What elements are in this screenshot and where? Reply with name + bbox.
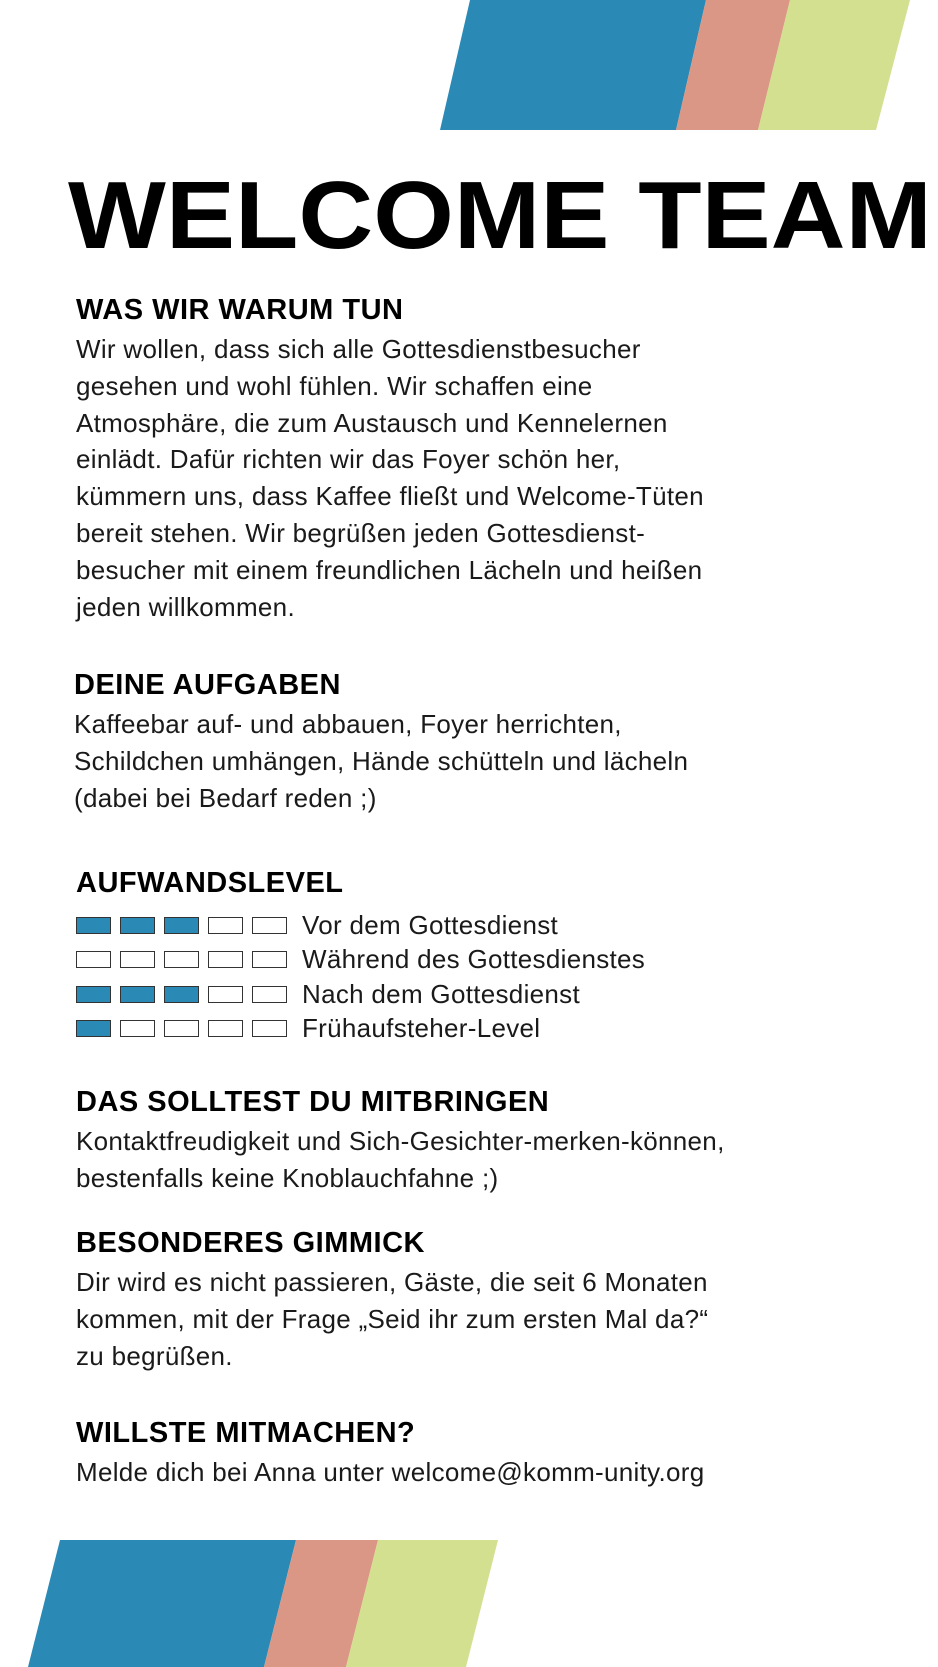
section-besonderes-gimmick [76, 1226, 876, 1374]
level-box-empty [164, 1020, 199, 1037]
section-heading: WILLSTE MITMACHEN? [76, 1417, 416, 1449]
text-line: Kontaktfreudigkeit und Sich-Gesichter-merken-können, [76, 1126, 725, 1156]
level-box-empty [208, 917, 243, 934]
top-blue-stripe [440, 0, 706, 130]
section-was-wir-warum-tun [76, 293, 876, 625]
text-line: Kaffeebar auf- und abbauen, Foyer herrichten, [74, 709, 622, 739]
section-text [76, 331, 876, 625]
section-text [76, 1454, 876, 1491]
text-line: zu begrüßen. [76, 1340, 233, 1371]
bottom-blue-stripe [28, 1540, 296, 1667]
effort-level-label: Während des Gottesdienstes [302, 944, 646, 975]
level-box-filled [164, 917, 199, 934]
section-das-solltest-du-mitbringen [76, 1085, 876, 1197]
section-deine-aufgaben [74, 668, 874, 816]
section-willste-mitmachen [76, 1416, 876, 1491]
section-heading: DEINE AUFGABEN [74, 669, 341, 701]
level-box-filled [76, 917, 111, 934]
section-heading: DAS SOLLTEST DU MITBRINGEN [76, 1086, 550, 1118]
level-box-empty [76, 951, 111, 968]
top-stripes-decoration [0, 0, 938, 130]
level-box-filled [76, 1020, 111, 1037]
bottom-stripes-decoration [0, 1540, 938, 1667]
text-line: besucher mit einem freundlichen Lächeln und heißen [76, 554, 703, 585]
effort-level-label: Frühaufsteher-Level [302, 1013, 541, 1044]
effort-level-row [76, 977, 876, 1012]
level-box-empty [252, 1020, 287, 1037]
effort-level-boxes [76, 917, 287, 934]
level-box-empty [120, 1020, 155, 1037]
section-text [76, 1123, 876, 1197]
text-line: bestenfalls keine Knoblauchfahne ;) [76, 1162, 499, 1193]
section-text [74, 706, 874, 816]
text-line: Wir wollen, dass sich alle Gottesdienstbesucher [76, 334, 641, 364]
level-box-empty [252, 986, 287, 1003]
text-line: gesehen und wohl fühlen. Wir schaffen eine [76, 370, 593, 401]
section-text [76, 1264, 876, 1374]
level-box-empty [208, 1020, 243, 1037]
text-line: kommen, mit der Frage „Seid ihr zum ersten Mal da?“ [76, 1303, 709, 1334]
effort-level-boxes [76, 951, 287, 968]
section-heading: AUFWANDSLEVEL [76, 867, 344, 899]
text-line: bereit stehen. Wir begrüßen jeden Gottesdienst- [76, 517, 646, 548]
level-box-filled [120, 917, 155, 934]
text-line: einlädt. Dafür richten wir das Foyer schön her, [76, 444, 621, 475]
level-box-filled [76, 986, 111, 1003]
level-box-empty [252, 917, 287, 934]
level-box-empty [208, 951, 243, 968]
text-line: kümmern uns, dass Kaffee fließt und Welcome-Tüten [76, 481, 704, 512]
text-line: Atmosphäre, die zum Austausch und Kennelernen [76, 407, 668, 438]
level-box-empty [164, 951, 199, 968]
effort-level-row [76, 1012, 876, 1047]
effort-level-row [76, 908, 876, 943]
page-title: WELCOME TEAM [68, 162, 932, 269]
level-box-empty [252, 951, 287, 968]
text-line: jeden willkommen. [76, 591, 295, 622]
section-heading: WAS WIR WARUM TUN [76, 294, 404, 326]
effort-level-label: Vor dem Gottesdienst [302, 909, 559, 940]
text-line: Dir wird es nicht passieren, Gäste, die seit 6 Monaten [76, 1267, 708, 1297]
level-box-filled [120, 986, 155, 1003]
section-aufwandslevel [76, 866, 876, 1046]
effort-level-boxes [76, 1020, 287, 1037]
section-heading: BESONDERES GIMMICK [76, 1227, 425, 1259]
contact-line: Melde dich bei Anna unter welcome@komm-unity.org [76, 1457, 705, 1487]
effort-level-label: Nach dem Gottesdienst [302, 978, 580, 1009]
level-box-filled [164, 986, 199, 1003]
effort-level-boxes [76, 986, 287, 1003]
effort-level-row [76, 943, 876, 978]
text-line: Schildchen umhängen, Hände schütteln und lächeln [74, 745, 689, 776]
text-line: (dabei bei Bedarf reden ;) [74, 782, 377, 813]
level-box-empty [208, 986, 243, 1003]
effort-level-list [76, 908, 876, 1046]
level-box-empty [120, 951, 155, 968]
